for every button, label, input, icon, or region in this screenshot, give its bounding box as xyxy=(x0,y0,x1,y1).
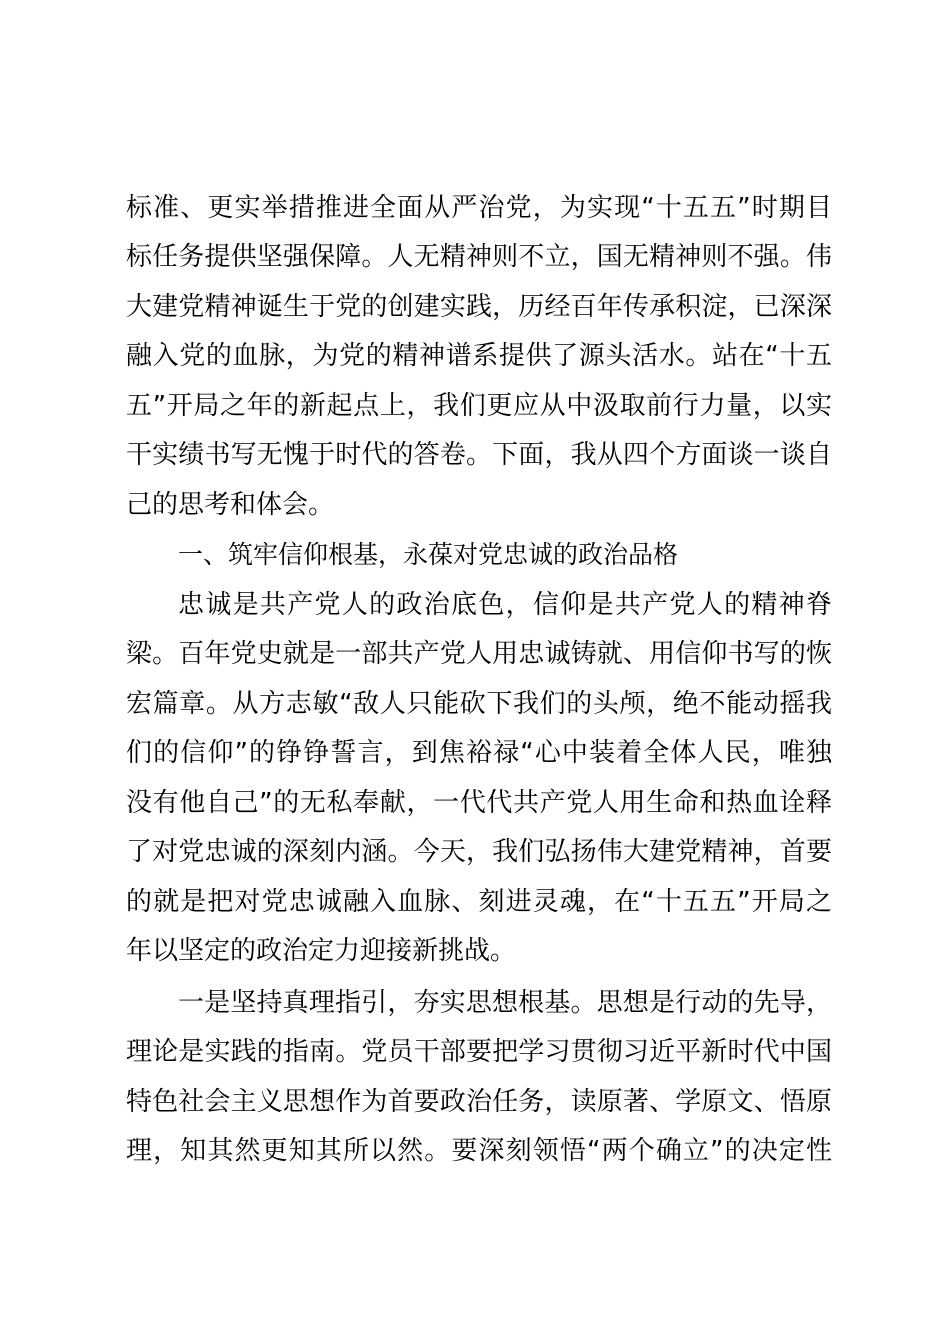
paragraph-line: 五”开局之年的新起点上，我们更应从中汲取前行力量，以实 xyxy=(126,391,832,421)
paragraph-line: 忠诚是共产党人的政治底色，信仰是共产党人的精神脊 xyxy=(178,590,832,620)
paragraph-line: 了对党忠诚的深刻内涵。今天，我们弘扬伟大建党精神，首要 xyxy=(126,837,832,867)
paragraph-line: 干实绩书写无愧于时代的答卷。下面，我从四个方面谈一谈自 xyxy=(126,440,832,470)
paragraph-line: 的就是把对党忠诚融入血脉、刻进灵魂，在“十五五”开局之 xyxy=(126,887,832,917)
paragraph-line: 标任务提供坚强保障。人无精神则不立，国无精神则不强。伟 xyxy=(126,242,832,272)
paragraph-line: 特色社会主义思想作为首要政治任务，读原著、学原文、悟原 xyxy=(126,1087,832,1117)
paragraph-line: 标准、更实举措推进全面从严治党，为实现“十五五”时期目 xyxy=(126,193,832,223)
paragraph-line: 大建党精神诞生于党的创建实践，历经百年传承积淀，已深深 xyxy=(126,292,832,322)
paragraph-line: 年以坚定的政治定力迎接新挑战。 xyxy=(126,936,517,966)
paragraph-line: 融入党的血脉，为党的精神谱系提供了源头活水。站在“十五 xyxy=(126,341,832,371)
paragraph-line: 没有他自己”的无私奉献，一代代共产党人用生命和热血诠释 xyxy=(126,788,832,818)
section-heading: 一、筑牢信仰根基，永葆对党忠诚的政治品格 xyxy=(178,540,679,569)
paragraph-line: 们的信仰”的铮铮誓言，到焦裕禄“心中装着全体人民，唯独 xyxy=(126,738,832,768)
paragraph-line: 理，知其然更知其所以然。要深刻领悟“两个确立”的决定性 xyxy=(126,1136,832,1166)
paragraph-line: 己的思考和体会。 xyxy=(126,490,335,520)
paragraph-line: 一是坚持真理指引，夯实思想根基。思想是行动的先导， xyxy=(178,988,832,1018)
paragraph-line: 宏篇章。从方志敏“敌人只能砍下我们的头颅，绝不能动摇我 xyxy=(126,689,832,719)
paragraph-line: 理论是实践的指南。党员干部要把学习贯彻习近平新时代中国 xyxy=(126,1037,832,1067)
paragraph-line: 梁。百年党史就是一部共产党人用忠诚铸就、用信仰书写的恢 xyxy=(126,639,832,669)
